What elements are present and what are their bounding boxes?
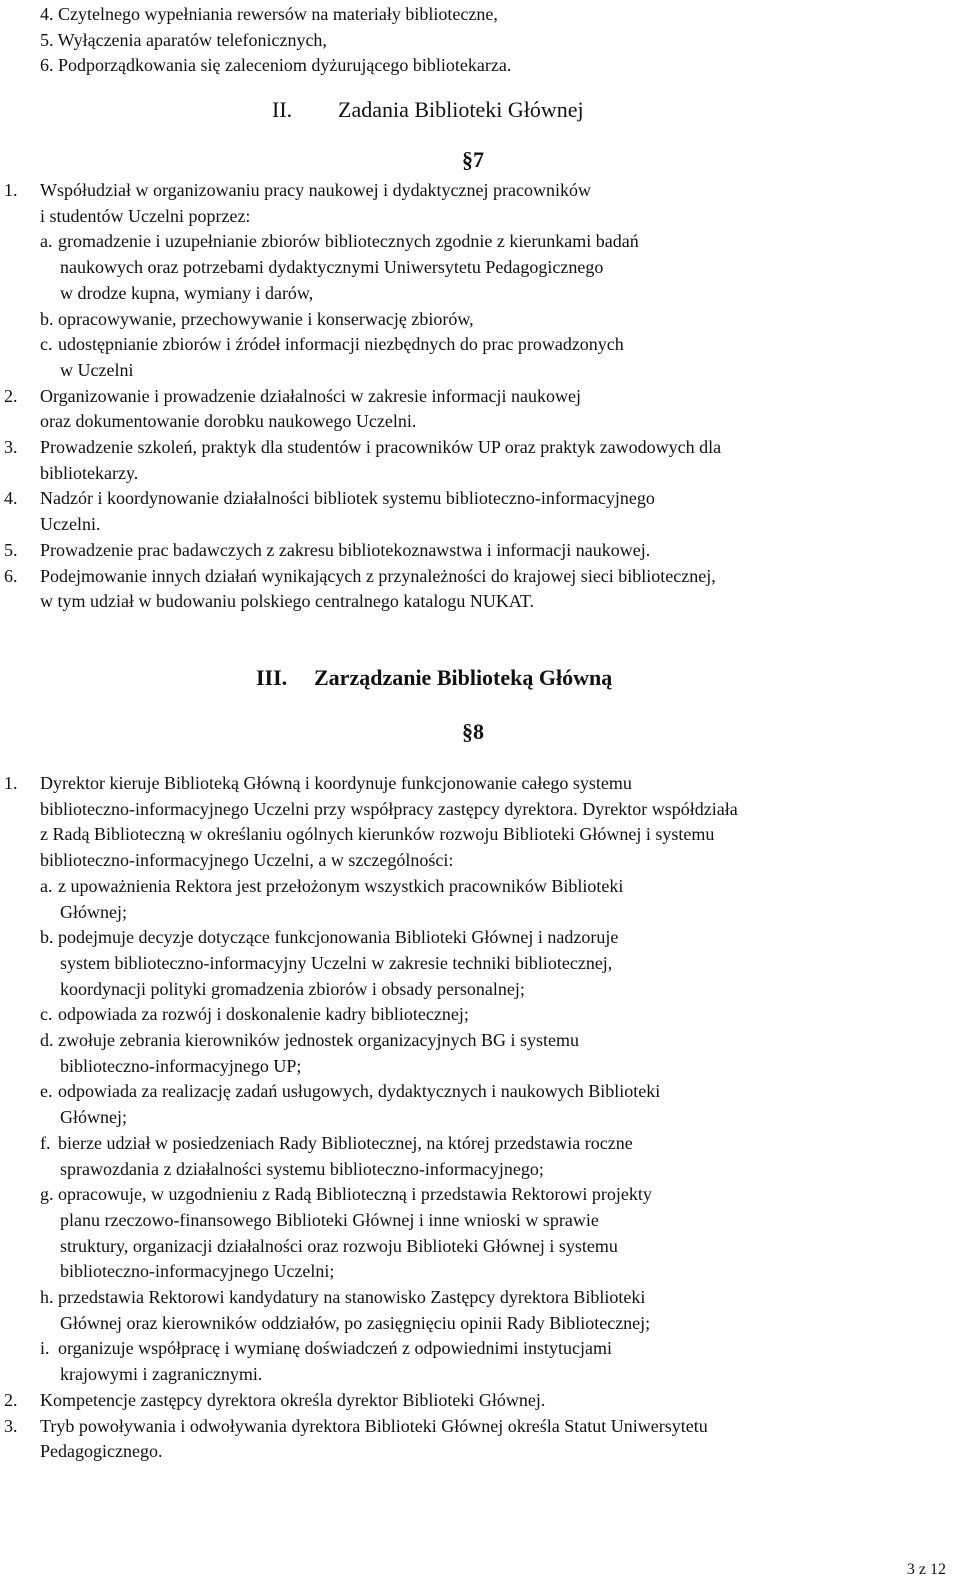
list-item: 4. Czytelnego wypełniania rewersów na materiały biblioteczne, bbox=[40, 4, 498, 24]
list-item-text: opracowywanie, przechowywanie i konserwację zbiorów, bbox=[58, 308, 474, 329]
list-item-text: gromadzenie i uzupełnianie zbiorów bibliotecznych zgodnie z kierunkami badań bbox=[58, 231, 639, 252]
list-item-text: Uczelni. bbox=[40, 514, 101, 535]
list-item-number: 1. bbox=[4, 180, 18, 200]
list-item-number: c. bbox=[40, 1004, 53, 1025]
list-item-number: 3. bbox=[4, 437, 18, 457]
list-item-number: h. bbox=[40, 1287, 54, 1307]
list-item-text: sprawozdania z działalności systemu biblioteczno-informacyjnego; bbox=[60, 1158, 544, 1179]
list-item-text: Tryb powoływania i odwoływania dyrektora Biblioteki Głównej określa Statut Uniwersytetu bbox=[40, 1415, 708, 1436]
section-3-title: Zarządzanie Biblioteką Główną bbox=[314, 665, 613, 690]
paragraph-7-heading: §7 bbox=[462, 147, 484, 172]
list-item-text: Kompetencje zastępcy dyrektora określa dyrektor Biblioteki Głównej. bbox=[40, 1389, 546, 1410]
list-item-text: bierze udział w posiedzeniach Rady Bibliotecznej, na której przedstawia roczne bbox=[58, 1132, 633, 1153]
list-item-text: udostępnianie zbiorów i źródeł informacji niezbędnych do prac prowadzonych bbox=[58, 334, 624, 355]
list-item-number: b. bbox=[40, 308, 54, 329]
list-item-number: a. bbox=[40, 231, 53, 252]
section-2-roman: II. bbox=[272, 97, 293, 122]
list-item-text: system biblioteczno-informacyjny Uczelni w zakresie techniki bibliotecznej, bbox=[60, 952, 613, 973]
list-item-text: podejmuje decyzje dotyczące funkcjonowania Biblioteki Głównej i nadzoruje bbox=[58, 927, 619, 948]
list-item-number: 5. bbox=[4, 539, 18, 560]
list-item-text: w tym udział w budowaniu polskiego centralnego katalogu NUKAT. bbox=[40, 591, 535, 612]
list-item-text: z upoważnienia Rektora jest przełożonym wszystkich pracowników Biblioteki bbox=[58, 875, 624, 896]
list-item-text: i studentów Uczelni poprzez: bbox=[40, 205, 251, 226]
list-item-text: krajowymi i zagranicznymi. bbox=[60, 1364, 263, 1385]
list-item-text: Pedagogicznego. bbox=[40, 1441, 163, 1462]
list-item-number: 4. bbox=[4, 488, 18, 509]
list-item-text: struktury, organizacji działalności oraz rozwoju Biblioteki Głównej i systemu bbox=[60, 1235, 618, 1256]
list-item-number: i. bbox=[40, 1338, 50, 1359]
list-item-text: odpowiada za rozwój i doskonalenie kadry bibliotecznej; bbox=[58, 1004, 469, 1025]
list-item-text: Nadzór i koordynowanie działalności bibliotek systemu biblioteczno-informacyjnego bbox=[40, 488, 655, 509]
list-item-text: przedstawia Rektorowi kandydatury na stanowisko Zastępcy dyrektora Biblioteki bbox=[58, 1287, 646, 1307]
list-item-text: w Uczelni bbox=[60, 359, 134, 380]
list-item-number: 2. bbox=[4, 1389, 18, 1410]
list-item-number: a. bbox=[40, 875, 53, 896]
list-item-number: d. bbox=[40, 1030, 54, 1050]
list-item-text: w drodze kupna, wymiany i darów, bbox=[60, 282, 314, 303]
list-item-number: 1. bbox=[4, 773, 18, 793]
list-item-text: biblioteczno-informacyjnego Uczelni; bbox=[60, 1261, 335, 1282]
list-item-text: Współudział w organizowaniu pracy naukowej i dydaktycznej pracowników bbox=[40, 180, 591, 200]
list-item-text: zwołuje zebrania kierowników jednostek organizacyjnych BG i systemu bbox=[58, 1030, 580, 1050]
list-item: 6. Podporządkowania się zaleceniom dyżurującego bibliotekarza. bbox=[40, 55, 512, 76]
paragraph-8-heading: §8 bbox=[462, 719, 484, 744]
list-item-text: Dyrektor kieruje Biblioteką Główną i koordynuje funkcjonowanie całego systemu bbox=[40, 773, 632, 793]
list-item-text: Podejmowanie innych działań wynikających z przynależności do krajowej sieci bibliotecznej, bbox=[40, 565, 716, 586]
list-item-text: organizuje współpracę i wymianę doświadczeń z odpowiednimi instytucjami bbox=[58, 1338, 613, 1359]
section-3-roman: III. bbox=[256, 665, 288, 690]
list-item-text: oraz dokumentowanie dorobku naukowego Uczelni. bbox=[40, 411, 417, 432]
list-item-number: c. bbox=[40, 334, 53, 355]
list-item-number: 2. bbox=[4, 385, 18, 406]
list-item-text: biblioteczno-informacyjnego Uczelni, a w szczególności: bbox=[40, 850, 454, 871]
list-item-number: b. bbox=[40, 927, 54, 948]
list-item-text: Prowadzenie prac badawczych z zakresu bibliotekoznawstwa i informacji naukowej. bbox=[40, 539, 651, 560]
list-item-number: 3. bbox=[4, 1415, 18, 1436]
list-item-text: odpowiada za realizację zadań usługowych, dydaktycznych i naukowych Biblioteki bbox=[58, 1081, 661, 1102]
list-item-text: Głównej oraz kierowników oddziałów, po zasięgnięciu opinii Rady Bibliotecznej; bbox=[60, 1312, 651, 1333]
list-item-text: opracowuje, w uzgodnieniu z Radą Biblioteczną i przedstawia Rektorowi projekty bbox=[58, 1184, 652, 1205]
list-item-text: z Radą Biblioteczną w określaniu ogólnych kierunków rozwoju Biblioteki Głównej i systemu bbox=[40, 824, 715, 845]
list-item-text: biblioteczno-informacyjnego UP; bbox=[60, 1055, 302, 1076]
list-item-text: Głównej; bbox=[60, 901, 127, 922]
page-number: 3 z 12 bbox=[906, 1561, 946, 1578]
list-item-text: Organizowanie i prowadzenie działalności w zakresie informacji naukowej bbox=[40, 385, 581, 406]
list-item-text: naukowych oraz potrzebami dydaktycznymi Uniwersytetu Pedagogicznego bbox=[60, 257, 604, 278]
list-item-text: bibliotekarzy. bbox=[40, 462, 139, 483]
section-2-title: Zadania Biblioteki Głównej bbox=[338, 97, 584, 122]
list-item-text: Głównej; bbox=[60, 1107, 127, 1128]
list-item-number: g. bbox=[40, 1184, 54, 1205]
list-item: 5. Wyłączenia aparatów telefonicznych, bbox=[40, 29, 327, 50]
list-item-text: planu rzeczowo-finansowego Biblioteki Głównej i inne wnioski w sprawie bbox=[60, 1209, 599, 1230]
list-item-text: koordynacji polityki gromadzenia zbiorów i obsady personalnej; bbox=[60, 978, 525, 999]
list-item-number: f. bbox=[40, 1132, 51, 1153]
list-item-number: e. bbox=[40, 1081, 53, 1102]
list-item-text: Prowadzenie szkoleń, praktyk dla studentów i pracowników UP oraz praktyk zawodowych dla bbox=[40, 437, 722, 457]
list-item-text: biblioteczno-informacyjnego Uczelni przy współpracy zastępcy dyrektora. Dyrektor współdziała bbox=[40, 798, 738, 819]
list-item-number: 6. bbox=[4, 565, 18, 586]
